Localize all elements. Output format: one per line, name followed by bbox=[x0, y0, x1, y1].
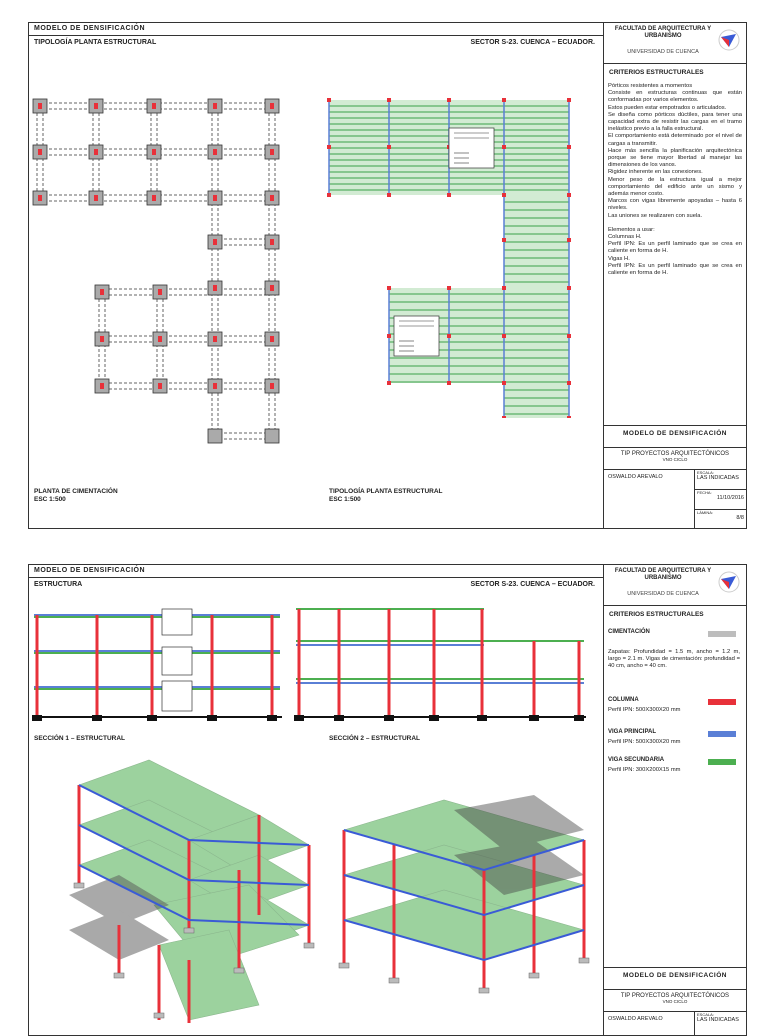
drawing-area-2 bbox=[29, 565, 604, 1035]
legend-viga-principal-spec: Perfil IPN: 500X300X20 mm bbox=[608, 739, 681, 745]
scale-label: ESCALA: bbox=[697, 470, 714, 475]
caption-section-2: SECCIÓN 2 – ESTRUCTURAL bbox=[329, 735, 421, 742]
swatch-viga-principal bbox=[708, 731, 736, 737]
university-logo-icon bbox=[718, 29, 740, 51]
criteria-line: Menor peso de la estructura igual a mejor comportamiento del edificio ante un sismo y además menor costo. bbox=[608, 176, 742, 198]
drawing-subtitle: ESTRUCTURA bbox=[34, 581, 83, 588]
university-name: UNIVERSIDAD DE CUENCA bbox=[627, 49, 699, 55]
scale-label: ESCALA: bbox=[697, 1012, 714, 1017]
course-name: TIP PROYECTOS ARQUITECTÓNICOS bbox=[620, 451, 730, 457]
criteria-line: Pórticos resistentes a momentos bbox=[608, 83, 693, 89]
drawing-area-1 bbox=[29, 23, 604, 528]
legend-columna: COLUMNA bbox=[608, 697, 639, 703]
course-cycle: VNO CICLO bbox=[662, 457, 688, 462]
legend-viga-principal: VIGA PRINCIPAL bbox=[608, 729, 657, 735]
criteria-line: Estos pueden estar empotrados o articulados. bbox=[608, 104, 727, 111]
course-name: TIP PROYECTOS ARQUITECTÓNICOS bbox=[620, 993, 730, 999]
project-title: MODELO DE DENSIFICACIÓN bbox=[34, 25, 146, 32]
criteria-line: Se diseña como pórticos dúctiles, para tener una capacidad extra de resistir las cargas en el tramo inelástico previo a la falla estructural. bbox=[608, 111, 742, 133]
legend-viga-secundaria-spec: Perfil IPN: 300X200X15 mm bbox=[608, 767, 681, 773]
sector-label: SECTOR S-23. CUENCA – ECUADOR. bbox=[470, 39, 595, 46]
faculty-name: FACULTAD DE ARQUITECTURA Y URBANISMO bbox=[614, 26, 712, 39]
scale-typology: ESC 1:500 bbox=[329, 496, 361, 503]
criteria-text bbox=[608, 83, 742, 277]
section-1-drawing bbox=[32, 607, 290, 723]
criteria-line: Marcos con vigas libremente apoyadas – hasta 6 niveles. bbox=[608, 198, 742, 212]
legend-columna-spec: Perfil IPN: 500X300X20 mm bbox=[608, 707, 681, 713]
scale-value: LAS INDICADAS bbox=[697, 475, 739, 481]
drawing-subtitle: TIPOLOGÍA PLANTA ESTRUCTURAL bbox=[34, 39, 157, 46]
criteria-line: Hace más sencilla la planificación arquitectónica porque se tiene mayor libertad al manejar las dimensiones de los vanos. bbox=[608, 147, 742, 169]
criteria-line: Vigas H. bbox=[608, 255, 630, 262]
swatch-columna bbox=[708, 699, 736, 705]
project-title: MODELO DE DENSIFICACIÓN bbox=[34, 567, 146, 574]
sheet-value: 8/8 bbox=[736, 515, 744, 521]
legend-cimentacion-text: Zapatas: Profundidad = 1.5 m, ancho = 1.2 m, largo = 2.1 m. Vigas de cimentación: profundidad = 40 cm, ancho = 40 cm. bbox=[608, 649, 740, 669]
axonometric-view-2 bbox=[334, 790, 599, 1000]
date-value: 11/10/2016 bbox=[716, 495, 744, 501]
criteria-line: Consiste en estructuras continuas que están conformadas por varios elementos. bbox=[608, 90, 742, 104]
swatch-cimentacion bbox=[708, 631, 736, 637]
scale-foundation: ESC 1:500 bbox=[34, 496, 66, 503]
title-block-2 bbox=[604, 565, 746, 1035]
caption-foundation: PLANTA DE CIMENTACIÓN bbox=[34, 488, 118, 495]
swatch-viga-secundaria bbox=[708, 759, 736, 765]
criteria-line: Las uniones se realizaren con suela. bbox=[608, 212, 703, 219]
caption-section-1: SECCIÓN 1 – ESTRUCTURAL bbox=[34, 735, 126, 742]
criteria-spacer bbox=[608, 220, 742, 227]
university-name: UNIVERSIDAD DE CUENCA bbox=[627, 591, 699, 597]
criteria-title: CRITERIOS ESTRUCTURALES bbox=[609, 611, 704, 618]
criteria-line: El comportamiento está determinado por el nivel de cargas a transmitir. bbox=[608, 133, 742, 147]
criteria-line: Perfil IPN: Es un perfil laminado que se crea en caliente en forma de H. bbox=[608, 262, 742, 277]
criteria-line: Rigidez inherente en las conexiones. bbox=[608, 169, 703, 176]
section-2-drawing bbox=[294, 607, 594, 723]
scale-value: LAS INDICADAS bbox=[697, 1017, 739, 1023]
sheet-1 bbox=[28, 22, 747, 529]
model-title: MODELO DE DENSIFICACIÓN bbox=[623, 430, 727, 437]
criteria-line: Perfil IPN: Es un perfil laminado que se crea en caliente en forma de H. bbox=[608, 241, 742, 255]
course-cycle: VNO CICLO bbox=[662, 999, 688, 1004]
author-name: OSWALDO AREVALO bbox=[608, 474, 663, 480]
criteria-line: Columnas H. bbox=[608, 234, 642, 241]
criteria-line: Elementos a usar: bbox=[608, 226, 655, 233]
legend-viga-secundaria: VIGA SECUNDARIA bbox=[608, 757, 665, 763]
date-label: FECHA: bbox=[697, 490, 712, 495]
university-logo-icon bbox=[718, 571, 740, 593]
faculty-name: FACULTAD DE ARQUITECTURA Y URBANISMO bbox=[614, 568, 712, 581]
sector-label: SECTOR S-23. CUENCA – ECUADOR. bbox=[470, 581, 595, 588]
legend-cimentacion: CIMENTACIÓN bbox=[608, 629, 650, 635]
foundation-plan bbox=[29, 83, 309, 453]
sheet-2 bbox=[28, 564, 747, 1036]
model-title: MODELO DE DENSIFICACIÓN bbox=[623, 972, 727, 979]
caption-typology: TIPOLOGÍA PLANTA ESTRUCTURAL bbox=[329, 488, 443, 495]
author-name: OSWALDO AREVALO bbox=[608, 1016, 663, 1022]
title-block-1 bbox=[604, 23, 746, 528]
sheet-label: LÁMINA: bbox=[697, 510, 714, 515]
structural-plan bbox=[324, 98, 574, 418]
criteria-title: CRITERIOS ESTRUCTURALES bbox=[609, 69, 704, 76]
axonometric-view-1 bbox=[59, 755, 319, 1025]
